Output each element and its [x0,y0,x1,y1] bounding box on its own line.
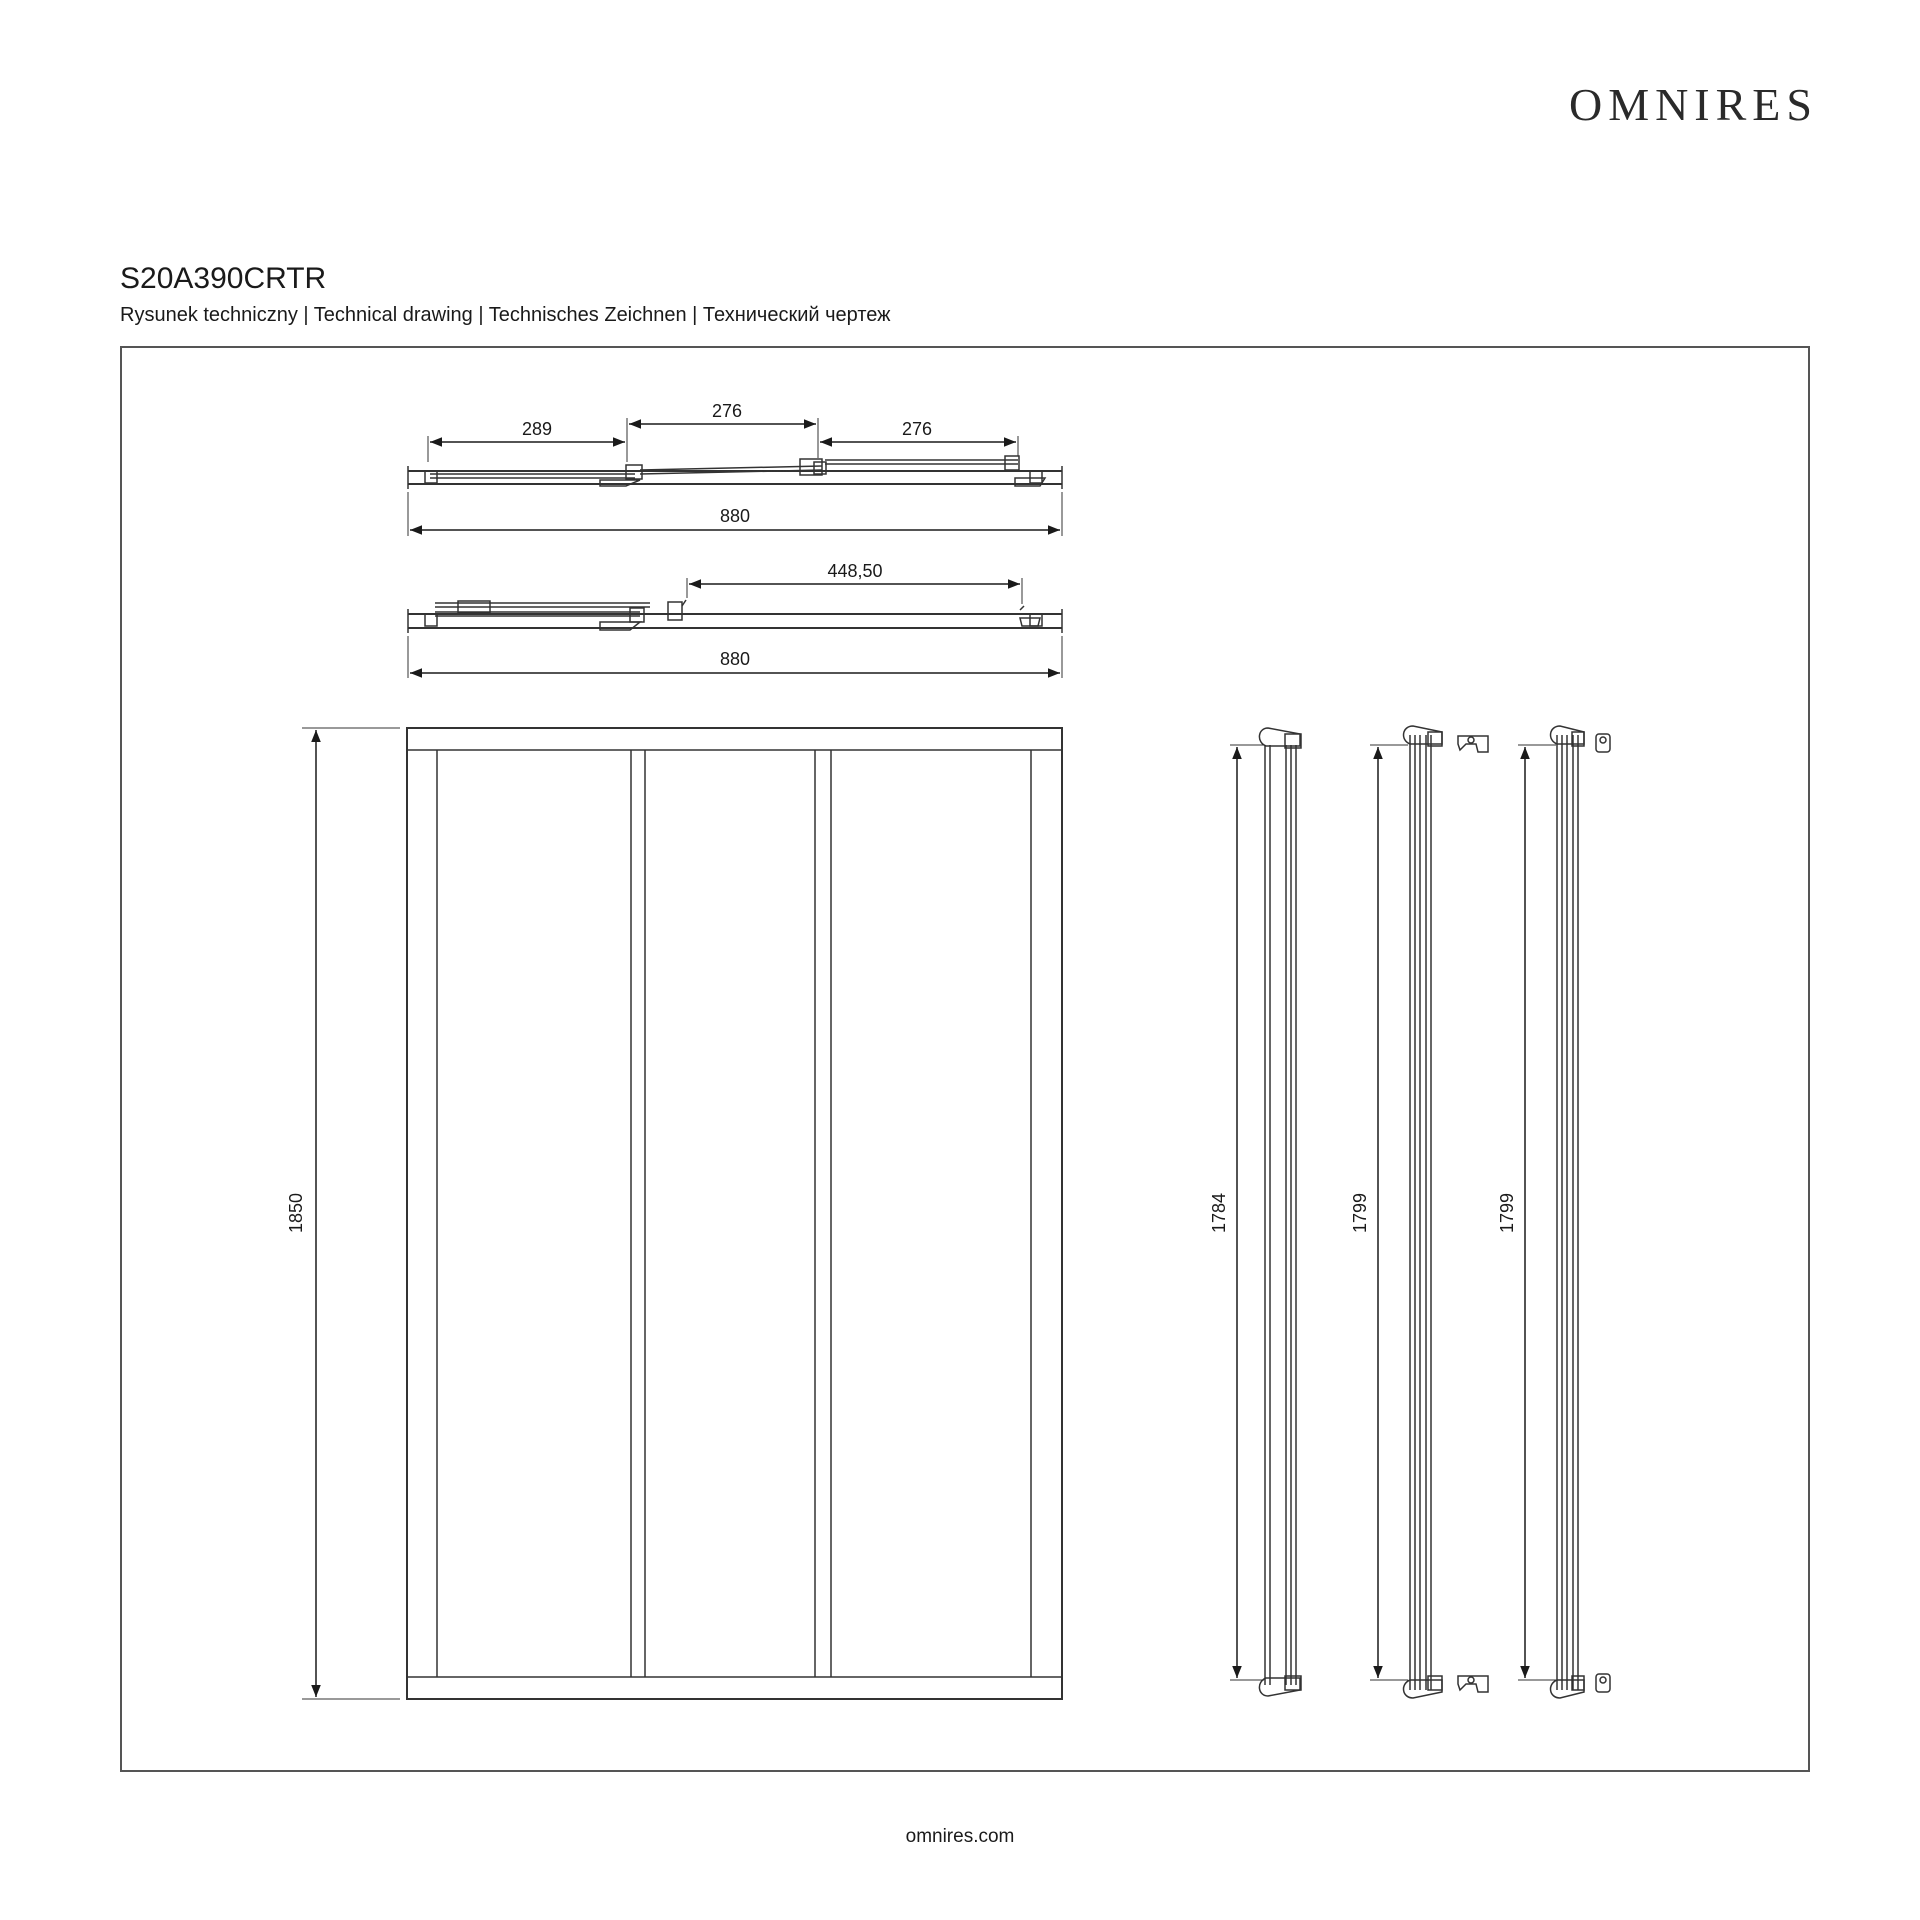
side-profile-1 [1230,728,1301,1696]
dimension-1850: 1850 [286,1192,306,1234]
website-link[interactable]: omnires.com [905,1826,1015,1847]
dimension-1784: 1784 [1209,1192,1229,1234]
dimension-289: 289 [521,419,553,439]
dimension-1799-b: 1799 [1497,1192,1517,1234]
brand-logo: OMNIRES [1568,79,1818,130]
side-profile-3 [1518,726,1610,1698]
side-profile-2 [1370,726,1488,1698]
drawing-subtitle: Rysunek techniczny | Technical drawing | Technisches Zeichnen | Технический чертеж [120,304,891,326]
dimension-448-50: 448,50 [827,561,883,581]
dimension-880-open: 880 [719,649,751,669]
model-number: S20A390CRTR [120,262,327,295]
dimension-1799-a: 1799 [1350,1192,1370,1234]
dimension-276-right: 276 [901,419,933,439]
dimension-276-middle: 276 [711,401,743,421]
front-view [302,728,1062,1699]
dimension-880-closed: 880 [719,506,751,526]
